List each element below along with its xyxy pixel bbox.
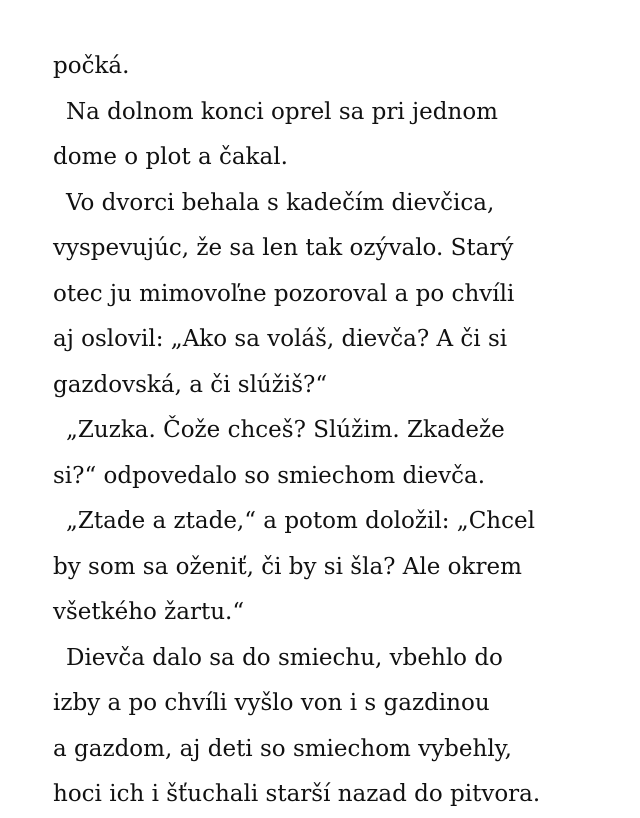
text-line: a gazdom, aj deti so smiechom vybehly, [53,735,512,762]
text-line: gazdovská, a či slúžiš?“ [53,371,328,398]
text-line: „Zuzka. Čože chceš? Slúžim. Zkadeže [66,417,505,443]
body-text [53,44,633,818]
text-line: izby a po chvíli vyšlo von i s gazdinou [53,690,490,716]
text-line: „Ztade a ztade,“ a potom doložil: „Chcel [66,508,535,534]
text-line: si?“ odpovedalo so smiechom dievča. [53,462,486,489]
text-line: aj oslovil: „Ako sa voláš, dievča? A či si [53,326,508,352]
text-line: počká. [53,53,130,79]
text-line: Vo dvorci behala s kadečím dievčica, [66,189,495,216]
text-line: Na dolnom konci oprel sa pri jednom [66,98,498,125]
text-line: otec ju mimovoľne pozoroval a po chvíli [53,280,515,307]
text-line: vyspevujúc, že sa len tak ozývalo. Starý [53,235,514,261]
text-line: dome o plot a čakal. [53,144,288,170]
text-line: hoci ich i šťuchali starší nazad do pitvora. [53,781,541,807]
text-line: všetkého žartu.“ [53,599,245,625]
text-line: Dievča dalo sa do smiechu, vbehlo do [66,644,503,671]
text-line: by som sa oženiť, či by si šla? Ale okrem [53,553,522,580]
